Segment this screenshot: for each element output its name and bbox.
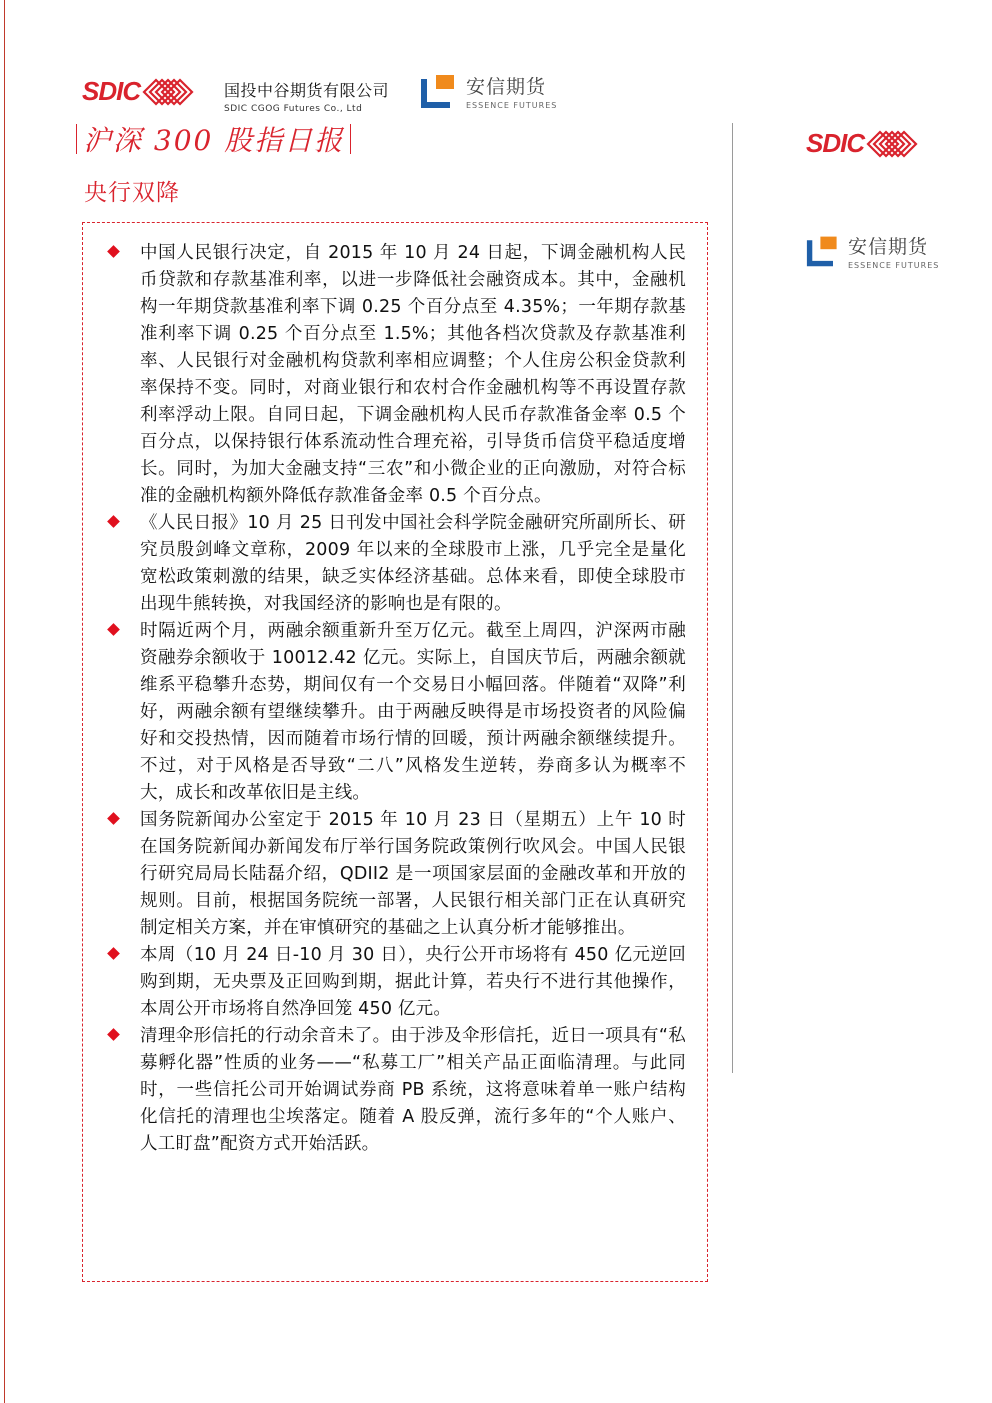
bullet-text: 本周（10 月 24 日-10 月 30 日），央行公开市场将有 450 亿元逆回购到期，无央票及正回购到期，据此计算，若央行不进行其他操作，本周公开市场将自然净回笼 450 亿元。: [140, 945, 686, 1019]
sidebar-essence-logo: [806, 232, 939, 270]
sdic-diamond-icon: [140, 77, 200, 107]
sdic-logo: [82, 76, 200, 107]
bullet-item: [106, 240, 686, 510]
sidebar-essence-logo-icon: [806, 234, 842, 268]
report-title-text: 沪深 300 股指日报: [83, 124, 345, 157]
essence-name-en: ESSENCE FUTURES: [466, 101, 558, 110]
title-bar-left: [76, 124, 77, 154]
sidebar-essence-name-cn: 安信期货: [848, 236, 929, 258]
sidebar-sdic-diamond-icon: [864, 129, 924, 159]
bullet-item: [106, 942, 686, 1023]
sidebar-sdic-logo: [806, 128, 924, 159]
sdic-logo-text: SDIC: [82, 76, 141, 106]
bullet-list: [106, 240, 686, 1158]
bullet-item: [106, 510, 686, 618]
bullet-item: [106, 1023, 686, 1158]
diamond-bullet-icon: [108, 813, 120, 825]
sidebar-divider: [732, 123, 733, 1073]
essence-logo-icon: [420, 73, 460, 109]
report-title: [76, 118, 351, 160]
diamond-bullet-icon: [108, 516, 120, 528]
diamond-bullet-icon: [108, 948, 120, 960]
company-name-block: [224, 78, 389, 114]
sidebar-sdic-logo-text: SDIC: [806, 128, 865, 158]
title-bar-right: [350, 124, 351, 154]
essence-name-cn: 安信期货: [466, 76, 547, 98]
bullet-text: 《人民日报》10 月 25 日刊发中国社会科学院金融研究所副所长、研究员殷剑峰文章称，2009 年以来的全球股市上涨，几乎完全是量化宽松政策刺激的结果，缺乏实体经济基础。总体来看，即使全球股市出现牛熊转换，对我国经济的影响也是有限的。: [140, 513, 686, 614]
bullet-text: 中国人民银行决定，自 2015 年 10 月 24 日起，下调金融机构人民币贷款和存款基准利率，以进一步降低社会融资成本。其中，金融机构一年期贷款基准利率下调 0.25 个百分点至 4.35%；一年期存款基准利率下调 0.25 个百分点至 1.5%；其他各档次贷款及存款基准利率、人民银行对金融机构贷款利率相应调整；个人住房公积金贷款利率保持不变。同时，对商业银行和农村合作金融机构等不再设置存款利率浮动上限。自同日起，下调金融机构人民币存款准备金率 0.5 个百分点，以保持银行体系流动性合理充裕，引导货币信贷平稳适度增长。同时，为加大金融支持“三农”和小微企业的正向激励，对符合标准的金融机构额外降低存款准备金率 0.5 个百分点。: [140, 243, 686, 506]
bullet-text: 国务院新闻办公室定于 2015 年 10 月 23 日（星期五）上午 10 时在国务院新闻办新闻发布厅举行国务院政策例行吹风会。中国人民银行研究局局长陆磊介绍，QDII2 是一项国家层面的金融改革和开放的规则。目前，根据国务院统一部署，人民银行相关部门正在认真研究制定相关方案，并在审慎研究的基础之上认真分析才能够推出。: [140, 810, 686, 938]
essence-logo: [420, 72, 557, 110]
company-name-en: SDIC CGOG Futures Co., Ltd: [224, 104, 363, 114]
bullet-item: [106, 807, 686, 942]
bullet-text: 时隔近两个月，两融余额重新升至万亿元。截至上周四，沪深两市融资融券余额收于 10012.42 亿元。实际上，自国庆节后，两融余额就维系平稳攀升态势，期间仅有一个交易日小幅回落。伴随着“双降”利好，两融余额有望继续攀升。由于两融反映得是市场投资者的风险偏好和交投热情，因而随着市场行情的回暖，预计两融余额继续提升。不过，对于风格是否导致“二八”风格发生逆转，券商多认为概率不大，成长和改革依旧是主线。: [140, 621, 686, 803]
diamond-bullet-icon: [108, 246, 120, 258]
diamond-bullet-icon: [108, 1029, 120, 1041]
bullet-item: [106, 618, 686, 807]
page-edge-line: [4, 0, 5, 1403]
section-title: 央行双降: [84, 180, 180, 206]
sidebar-essence-name-en: ESSENCE FUTURES: [848, 261, 940, 270]
diamond-bullet-icon: [108, 624, 120, 636]
bullet-text: 清理伞形信托的行动余音未了。由于涉及伞形信托，近日一项具有“私募孵化器”性质的业务——“私募工厂”相关产品正面临清理。与此同时，一些信托公司开始调试券商 PB 系统，这将意味着单一账户结构化信托的清理也尘埃落定。随着 A 股反弹，流行多年的“个人账户、人工盯盘”配资方式开始活跃。: [140, 1026, 686, 1154]
company-name-cn: 国投中谷期货有限公司: [224, 81, 390, 100]
